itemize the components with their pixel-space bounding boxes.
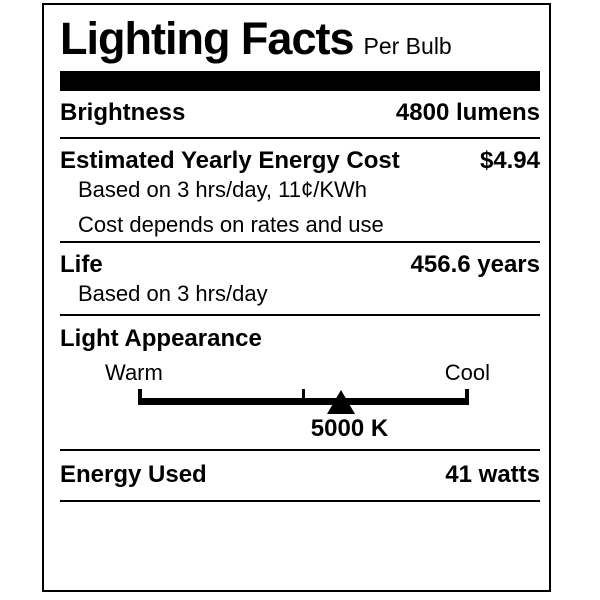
- warm-cool-labels: [105, 361, 490, 385]
- energy-cost-note-rates: Cost depends on rates and use: [78, 212, 384, 237]
- life-label: Life: [60, 251, 103, 278]
- life-note: Based on 3 hrs/day: [78, 281, 268, 306]
- life-section: [60, 243, 540, 316]
- temperature-scale: [138, 388, 469, 408]
- label-subtitle: Per Bulb: [363, 33, 452, 59]
- energy-used-label: Energy Used: [60, 461, 207, 488]
- kelvin-value: 5000 K: [310, 415, 389, 442]
- label-title: Lighting Facts: [60, 13, 354, 64]
- title-divider-bar: [60, 71, 540, 91]
- light-appearance-section: [60, 316, 540, 451]
- temperature-marker-icon: [327, 390, 355, 414]
- brightness-value: 4800 lumens: [395, 99, 540, 126]
- lighting-facts-label: [42, 3, 551, 592]
- scale-left-cap: [138, 389, 142, 405]
- life-value: 456.6 years: [410, 251, 540, 278]
- light-appearance-label: Light Appearance: [60, 325, 262, 352]
- energy-cost-label: Estimated Yearly Energy Cost: [60, 147, 400, 174]
- scale-mid-tick: [302, 389, 305, 405]
- brightness-row: [60, 99, 540, 127]
- warm-label: Warm: [105, 360, 163, 385]
- label-header: [60, 5, 540, 64]
- scale-right-cap: [465, 389, 469, 405]
- energy-used-value: 41 watts: [445, 461, 540, 488]
- life-row: [60, 251, 540, 279]
- brightness-label: Brightness: [60, 99, 186, 126]
- label-inner: [44, 5, 549, 590]
- cool-label: Cool: [444, 360, 490, 385]
- energy-cost-note-basis: Based on 3 hrs/day, 11¢/KWh: [78, 177, 368, 202]
- energy-cost-value: $4.94: [479, 147, 540, 174]
- energy-cost-row: [60, 147, 540, 175]
- energy-cost-section: [60, 139, 540, 243]
- energy-used-section: [60, 451, 540, 502]
- energy-used-row: [60, 461, 540, 489]
- brightness-section: [60, 91, 540, 139]
